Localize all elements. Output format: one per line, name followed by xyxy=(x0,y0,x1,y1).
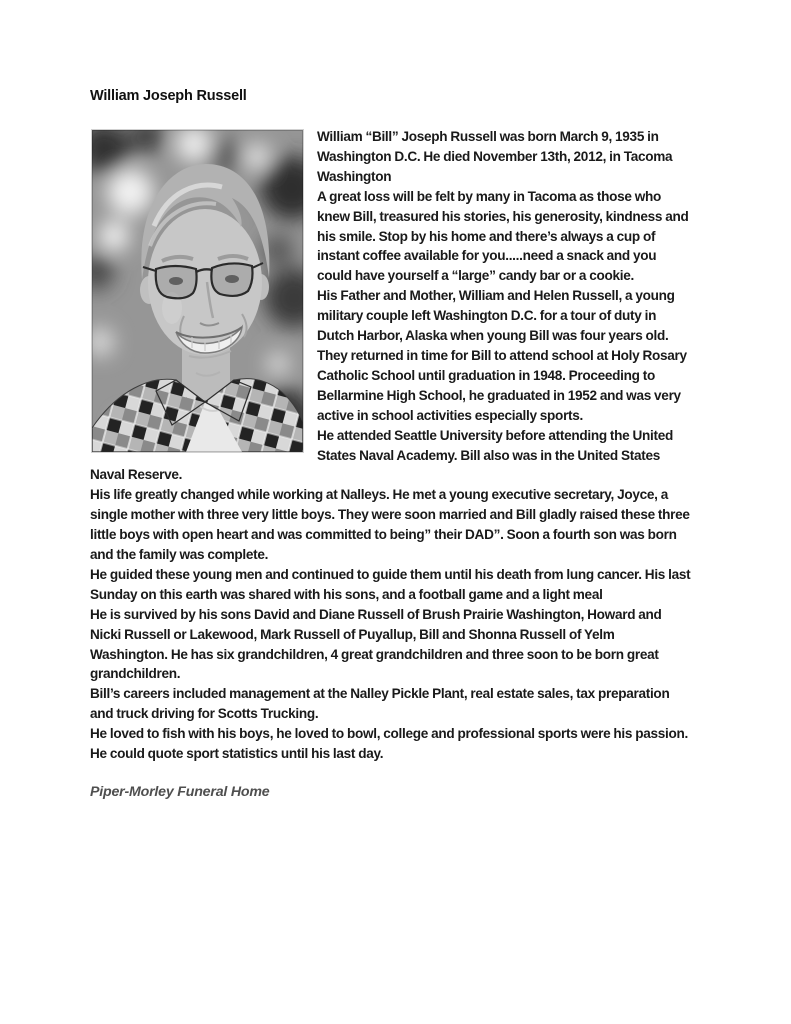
obituary-paragraph: William “Bill” Joseph Russell was born March 9, 1935 in Washington D.C. He died November 13th, 2012, in Tacoma Washington xyxy=(317,129,673,184)
obituary-paragraph: His life greatly changed while working at Nalleys. He met a young executive secretary, Joyce, a single mother with three very little boys. They were soon married and Bill gladly raised these three little boys with open heart and was committed to being” their DAD”. Soon a fourth son was born and the family was complete. xyxy=(90,487,690,563)
obituary-body xyxy=(90,127,693,764)
obituary-paragraph: His Father and Mother, William and Helen Russell, a young military couple left Washington D.C. for a tour of duty in Dutch Harbor, Alaska when young Bill was four years old. They returned in time for Bill to attend school at Holy Rosary Catholic School until graduation in 1948. Proceeding to Bellarmine High School, he graduated in 1952 and was very active in school activities especially sports. xyxy=(317,288,687,423)
obituary-paragraph: He guided these young men and continued to guide them until his death from lung cancer. His last Sunday on this earth was shared with his sons, and a football game and a light meal xyxy=(90,566,691,602)
page-title: William Joseph Russell xyxy=(90,88,247,104)
funeral-home-credit: Piper-Morley Funeral Home xyxy=(90,784,270,800)
obituary-paragraph: Bill’s careers included management at the Nalley Pickle Plant, real estate sales, tax preparation and truck driving for Scotts Trucking. xyxy=(90,686,670,722)
obituary-paragraph: A great loss will be felt by many in Tacoma as those who knew Bill, treasured his stories, his generosity, kindness and his smile. Stop by his home and there’s always a cup of instant coffee available for you.....need a snack and you could have yourself a “large” candy bar or a cookie. xyxy=(317,188,689,284)
portrait-photo-illustration xyxy=(92,130,303,452)
obituary-paragraph: He is survived by his sons David and Diane Russell of Brush Prairie Washington, Howard and Nicki Russell or Lakewood, Mark Russell of Puyallup, Bill and Shonna Russell of Yelm Washington. He has six grandchildren, 4 great grandchildren and three soon to be born great grandchildren. xyxy=(90,606,662,682)
obituary-paragraph: He attended Seattle University before attending the United States Naval Academy. Bill also was in the United States Naval Reserve. xyxy=(90,427,673,483)
obituary-paragraph: He loved to fish with his boys, he loved to bowl, college and professional sports were his passion. He could quote sport statistics until his last day. xyxy=(90,726,688,762)
portrait-photo xyxy=(92,130,303,452)
